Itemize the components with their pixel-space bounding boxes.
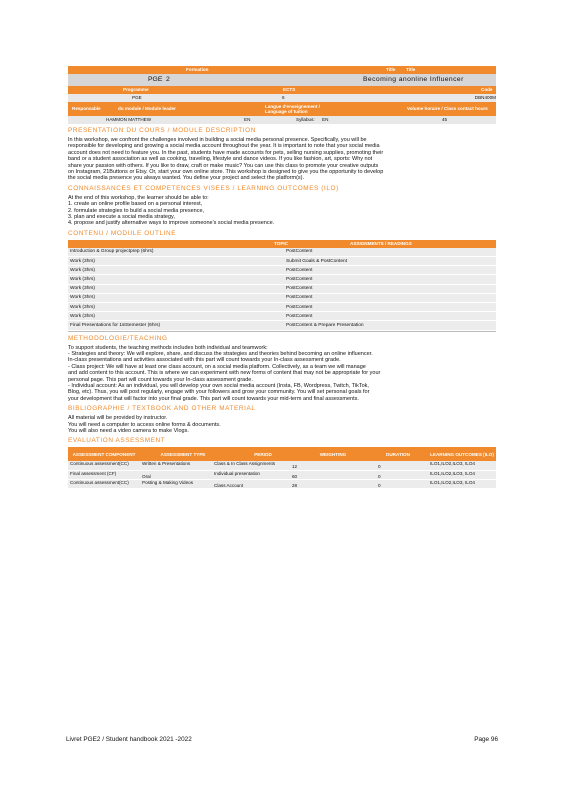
methodology-line: To support students, the teaching methods includes both individual and teamwork: — [68, 344, 268, 351]
bibliography-line: All material will be provided by instructor. — [68, 415, 168, 422]
competence-item: 2. formulate strategies to build a social media presence, — [68, 207, 205, 214]
title-label-2: Title — [406, 66, 416, 72]
outline-row — [68, 266, 496, 275]
outline-row — [68, 285, 496, 294]
syllabus-value: EN — [322, 116, 329, 122]
outline-row — [68, 248, 496, 257]
outline-assignments-header: ASSIGNMENTS / READINGS — [350, 240, 412, 246]
evaluation-header — [68, 447, 496, 461]
header-label-row — [68, 66, 496, 74]
outline-topic: Work (3hrs) — [70, 295, 95, 301]
methodology-line: your development that will factor into your final grade. This part will count towards your mid-term and final assessments. — [68, 395, 359, 402]
langue-value: EN — [244, 116, 251, 122]
programme-value-row — [68, 94, 496, 102]
outline-topic: Work (3hrs) — [70, 304, 95, 310]
competences-title: CONNAISSANCES ET COMPETENCES VISEES / LEARNING OUTCOMES (ILO) — [68, 184, 339, 192]
methodology-line: In-class presentations and activities associated with this part will count towards your In-class assessment grade. — [68, 357, 341, 364]
eval-period: Class & In Class Assignments — [214, 461, 276, 467]
outline-assignment: PostContent — [286, 267, 313, 273]
evaluation-row — [68, 461, 496, 470]
eval-col-weighting: WEIGHTING — [319, 451, 347, 457]
formation-label: Formation — [186, 66, 209, 72]
evaluation-title: EVALUATION ASSESSMENT — [68, 437, 166, 445]
methodology-line: and add content to this account. This is where we can experiment with new forms of content that may not be appropriate for your — [68, 370, 381, 377]
responsable-label-row — [68, 102, 496, 116]
course-title: Becoming anonline Influencer — [363, 75, 464, 83]
eval-period: Class Account — [214, 482, 244, 488]
ects-label: ECTS — [283, 86, 296, 92]
eval-component: Continuous assessment(CC) — [70, 461, 129, 467]
outline-assignment: PostContent — [286, 295, 313, 301]
outline-topic: Introduction & Group projectprep (6hrs) — [70, 249, 154, 255]
eval-component: Final assessment (CF) — [70, 470, 117, 476]
eval-ilo: ILO1,ILO2,ILO3, ILO4 — [430, 470, 475, 476]
eval-col-type: ASSESSMENT TYPE — [160, 451, 206, 457]
eval-weight: 28 — [292, 482, 298, 488]
presentation-line: In this workshop, we confront the challenges involved in building a social media personal presence. Specifically, you will be — [68, 137, 367, 143]
module-sheet — [68, 66, 496, 489]
eval-type: Oral — [142, 473, 151, 479]
responsable-value: HAMMON MATTHEW — [106, 116, 152, 122]
outline-topic: Work (3hrs) — [70, 277, 95, 283]
syllabus-label: Syllabus: — [296, 116, 315, 122]
eval-col-ilo: LEARNING OUTCOMES (ILO) — [430, 451, 494, 457]
competences-intro: At the end of this workshop, the learner should be able to: — [68, 194, 209, 201]
evaluation-row — [68, 471, 496, 480]
eval-col-period: PERIOD — [254, 451, 272, 457]
outline-assignment: PostContent — [286, 313, 313, 319]
outline-topic: Work (3hrs) — [70, 313, 95, 319]
eval-col-component: ASSESSMENT COMPONENT — [72, 451, 136, 457]
methodology-title: METHODOLOGIE/TEACHING — [68, 334, 168, 342]
bibliography-line: You will need a computer to access online forms & documents. — [68, 421, 221, 428]
volume-label: Volume horaire / Class contact hours — [407, 105, 488, 111]
methodology-line: - Strategies and theory: We will explore, share, and discuss the strategies and theories behind becoming an online influencer. — [68, 350, 373, 357]
page-number: Page 96 — [474, 736, 498, 743]
outline-assignment: PostContent & Prepare Presentation — [286, 322, 364, 328]
outline-assignment: PostContent — [286, 277, 313, 283]
responsable-value-row — [68, 116, 496, 124]
outline-row — [68, 275, 496, 284]
evaluation-row — [68, 480, 496, 489]
presentation-line: the social media presence you always wanted. You define your project and select the platform(s). — [68, 175, 305, 182]
presentation-line: band or a student association as well as cooking, traveling, lifestyle and dance videos. If you like fashion, art, sports: Why not — [68, 156, 373, 163]
presentation-text — [68, 137, 496, 182]
eval-duration: 0 — [378, 473, 381, 479]
methodology-line: - Class project: We will have at least one class account, on a social media platform. Collectively, as a team we will manage — [68, 363, 366, 370]
competence-item: 4. propose and justify alternative ways to improve someone's social media presence. — [68, 220, 275, 227]
footer-handbook: Livret PGE2 / Student handbook 2021 -2022 — [66, 736, 192, 743]
methodology-line: - Individual account: As an individual, you will develop your own social media account (Insta, FB, Wordpress, Twitch, TikTok, — [68, 383, 369, 389]
methodology-line: personal page. This part will count towards your In-class assessment grade. — [68, 376, 253, 383]
programme-label-row — [68, 86, 496, 94]
presentation-line: on Instagram, 21Buttons or Etsy. Or, start your own online store. This workshop is designed to give you the opportunity to develop — [68, 169, 384, 176]
eval-type: Posting & Making Videos — [142, 479, 193, 485]
eval-duration: 0 — [378, 464, 381, 470]
bibliography-line: You will also need a video camera to make Vlogs. — [68, 428, 189, 435]
outline-assignment: PostContent — [286, 249, 313, 255]
outline-row — [68, 321, 496, 330]
programme-value: PGE — [132, 94, 142, 100]
eval-component: Continuous assessment(CC) — [70, 479, 129, 485]
methodology-text — [68, 345, 496, 403]
bibliography-text — [68, 415, 496, 434]
bibliography-title: BIBLIOGRAPHIE / TEXTBOOK AND OTHER MATERIAL — [68, 405, 256, 413]
outline-assignment: PostContent — [286, 304, 313, 310]
outline-row — [68, 303, 496, 312]
eval-type: Written & Presentations — [142, 461, 191, 467]
responsable-label: Responsable — [72, 105, 101, 111]
eval-weight: 12 — [292, 464, 298, 470]
outline-row — [68, 294, 496, 303]
competence-item: 1. create an online profile based on a personal interest, — [68, 201, 203, 208]
outline-topic-header: TOPIC — [274, 240, 288, 246]
title-label: Title — [386, 66, 396, 72]
outline-assignment: Submit Goals & PostContent — [286, 258, 348, 264]
header-title-row — [68, 74, 496, 86]
outline-table — [68, 248, 496, 332]
presentation-line: share your passion with others. If you like to draw, craft or make music? You can use this class to promote your creative outputs — [68, 162, 379, 169]
langue-label: Langue d'enseignement / Language of tuition — [265, 103, 320, 114]
outline-title: CONTENU / MODULE OUTLINE — [68, 229, 177, 237]
eval-ilo: ILO1,ILO2,ILO3, ILO4 — [430, 479, 475, 485]
ects-value: 6 — [282, 94, 285, 100]
competence-item: 3. plan and execute a social media strategy, — [68, 214, 175, 221]
eval-ilo: ILO1,ILO2,ILO3, ILO4 — [430, 461, 475, 467]
eval-col-duration: DURATION — [386, 451, 410, 457]
eval-period: Individual presentation — [214, 470, 260, 476]
programme-level: 2 — [166, 75, 170, 83]
presentation-line: responsible for developing and growing a social media account throughout the year. It is important to note that your social media — [68, 143, 380, 150]
outline-row — [68, 312, 496, 321]
outline-topic: Work (3hrs) — [70, 286, 95, 292]
outline-header — [68, 240, 496, 248]
methodology-line: Blog, etc). Thus, you will post regularly, engage with your followers and grow your community. You will set personal goals for — [68, 389, 370, 396]
programme-label: Programme — [123, 86, 149, 92]
eval-weight: 60 — [292, 473, 298, 479]
eval-duration: 0 — [378, 482, 381, 488]
presentation-line: account does not need to feature you. In the past, students have made accounts for pets, selling nursing supplies, promoting their — [68, 149, 384, 156]
programme-code: PGE — [148, 75, 163, 83]
outline-row — [68, 257, 496, 266]
competences-text — [68, 195, 496, 227]
hours-value: 45 — [442, 116, 448, 122]
code-label: Code — [481, 86, 493, 92]
module-leader-label: du module / Module leader — [118, 105, 176, 111]
outline-assignment: PostContent — [286, 286, 313, 292]
outline-topic: Work (3hrs) — [70, 267, 95, 273]
presentation-title: PRESENTATION DU COURS / MODULE DESCRIPTION — [68, 127, 256, 134]
outline-topic: Work (3hrs) — [70, 258, 95, 264]
outline-topic: Final Presentations for 1stSemester (6hrs) — [70, 322, 161, 328]
code-value: DBN400M — [474, 94, 496, 100]
page-footer — [66, 736, 498, 743]
